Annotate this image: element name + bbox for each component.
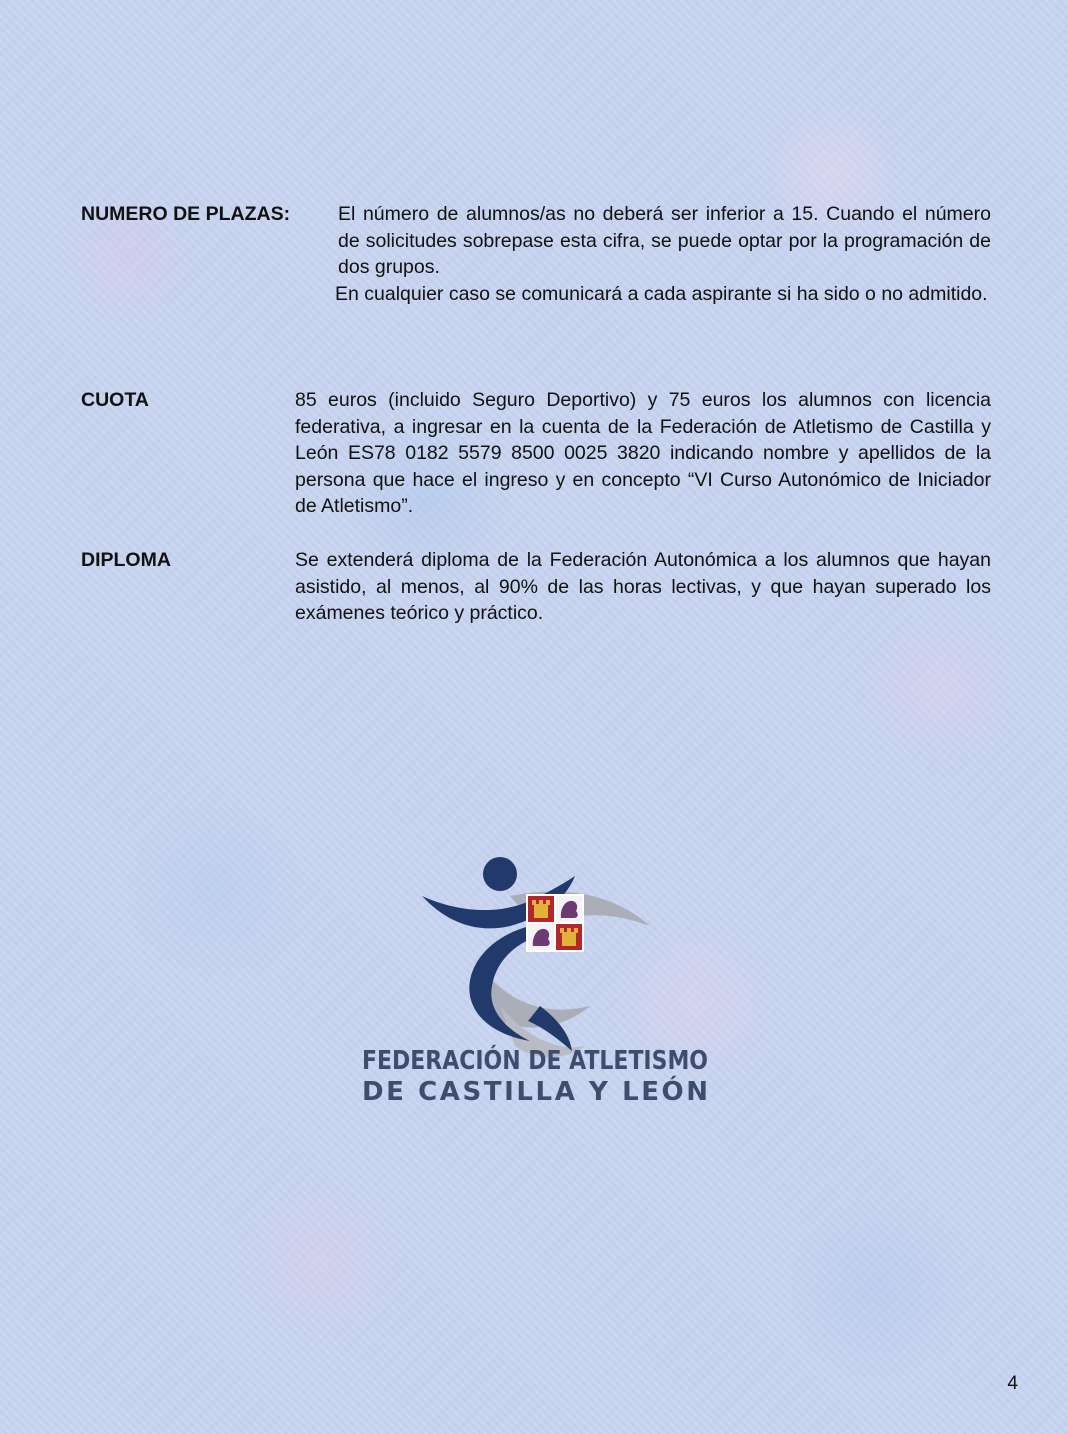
section-body bbox=[295, 547, 991, 627]
section-label: DIPLOMA bbox=[81, 549, 171, 571]
section-numero-de-plazas bbox=[81, 201, 991, 307]
section-body bbox=[335, 201, 991, 307]
paragraph: En cualquier caso se comunicará a cada aspirante si ha sido o no admitido. bbox=[335, 282, 988, 305]
section-cuota bbox=[81, 387, 991, 520]
federation-logo bbox=[360, 856, 772, 1107]
paragraph: El número de alumnos/as no deberá ser inferior a 15. Cuando el número de solicitudes sobrepase esta cifra, se puede optar por la programación de dos grupos. bbox=[338, 203, 991, 278]
paragraph: 85 euros (incluido Seguro Deportivo) y 75 euros los alumnos con licencia federativa, a ingresar en la cuenta de la Federación de Atletismo de Castilla y León ES78 0182 5579 8500 0025 3820 indicando nombre y apellidos de la persona que hace el ingreso y en concepto “VI Curso Autonómico de Iniciador de Atletismo”. bbox=[295, 389, 991, 517]
logo-text-line1: FEDERACIÓN DE ATLETISMO bbox=[362, 1046, 772, 1076]
paragraph: Se extenderá diploma de la Federación Autonómica a los alumnos que hayan asistido, al menos, al 90% de las horas lectivas, y que hayan superado los exámenes teórico y práctico. bbox=[295, 549, 991, 624]
section-label: CUOTA bbox=[81, 389, 149, 411]
runner-emblem-icon bbox=[360, 856, 772, 1107]
logo-text-line2: DE CASTILLA Y LEÓN bbox=[362, 1077, 708, 1107]
page-number: 4 bbox=[1007, 1373, 1018, 1394]
section-label: NUMERO DE PLAZAS: bbox=[81, 203, 291, 225]
section-diploma bbox=[81, 547, 991, 627]
shield-icon bbox=[526, 894, 584, 952]
section-body bbox=[295, 387, 991, 520]
